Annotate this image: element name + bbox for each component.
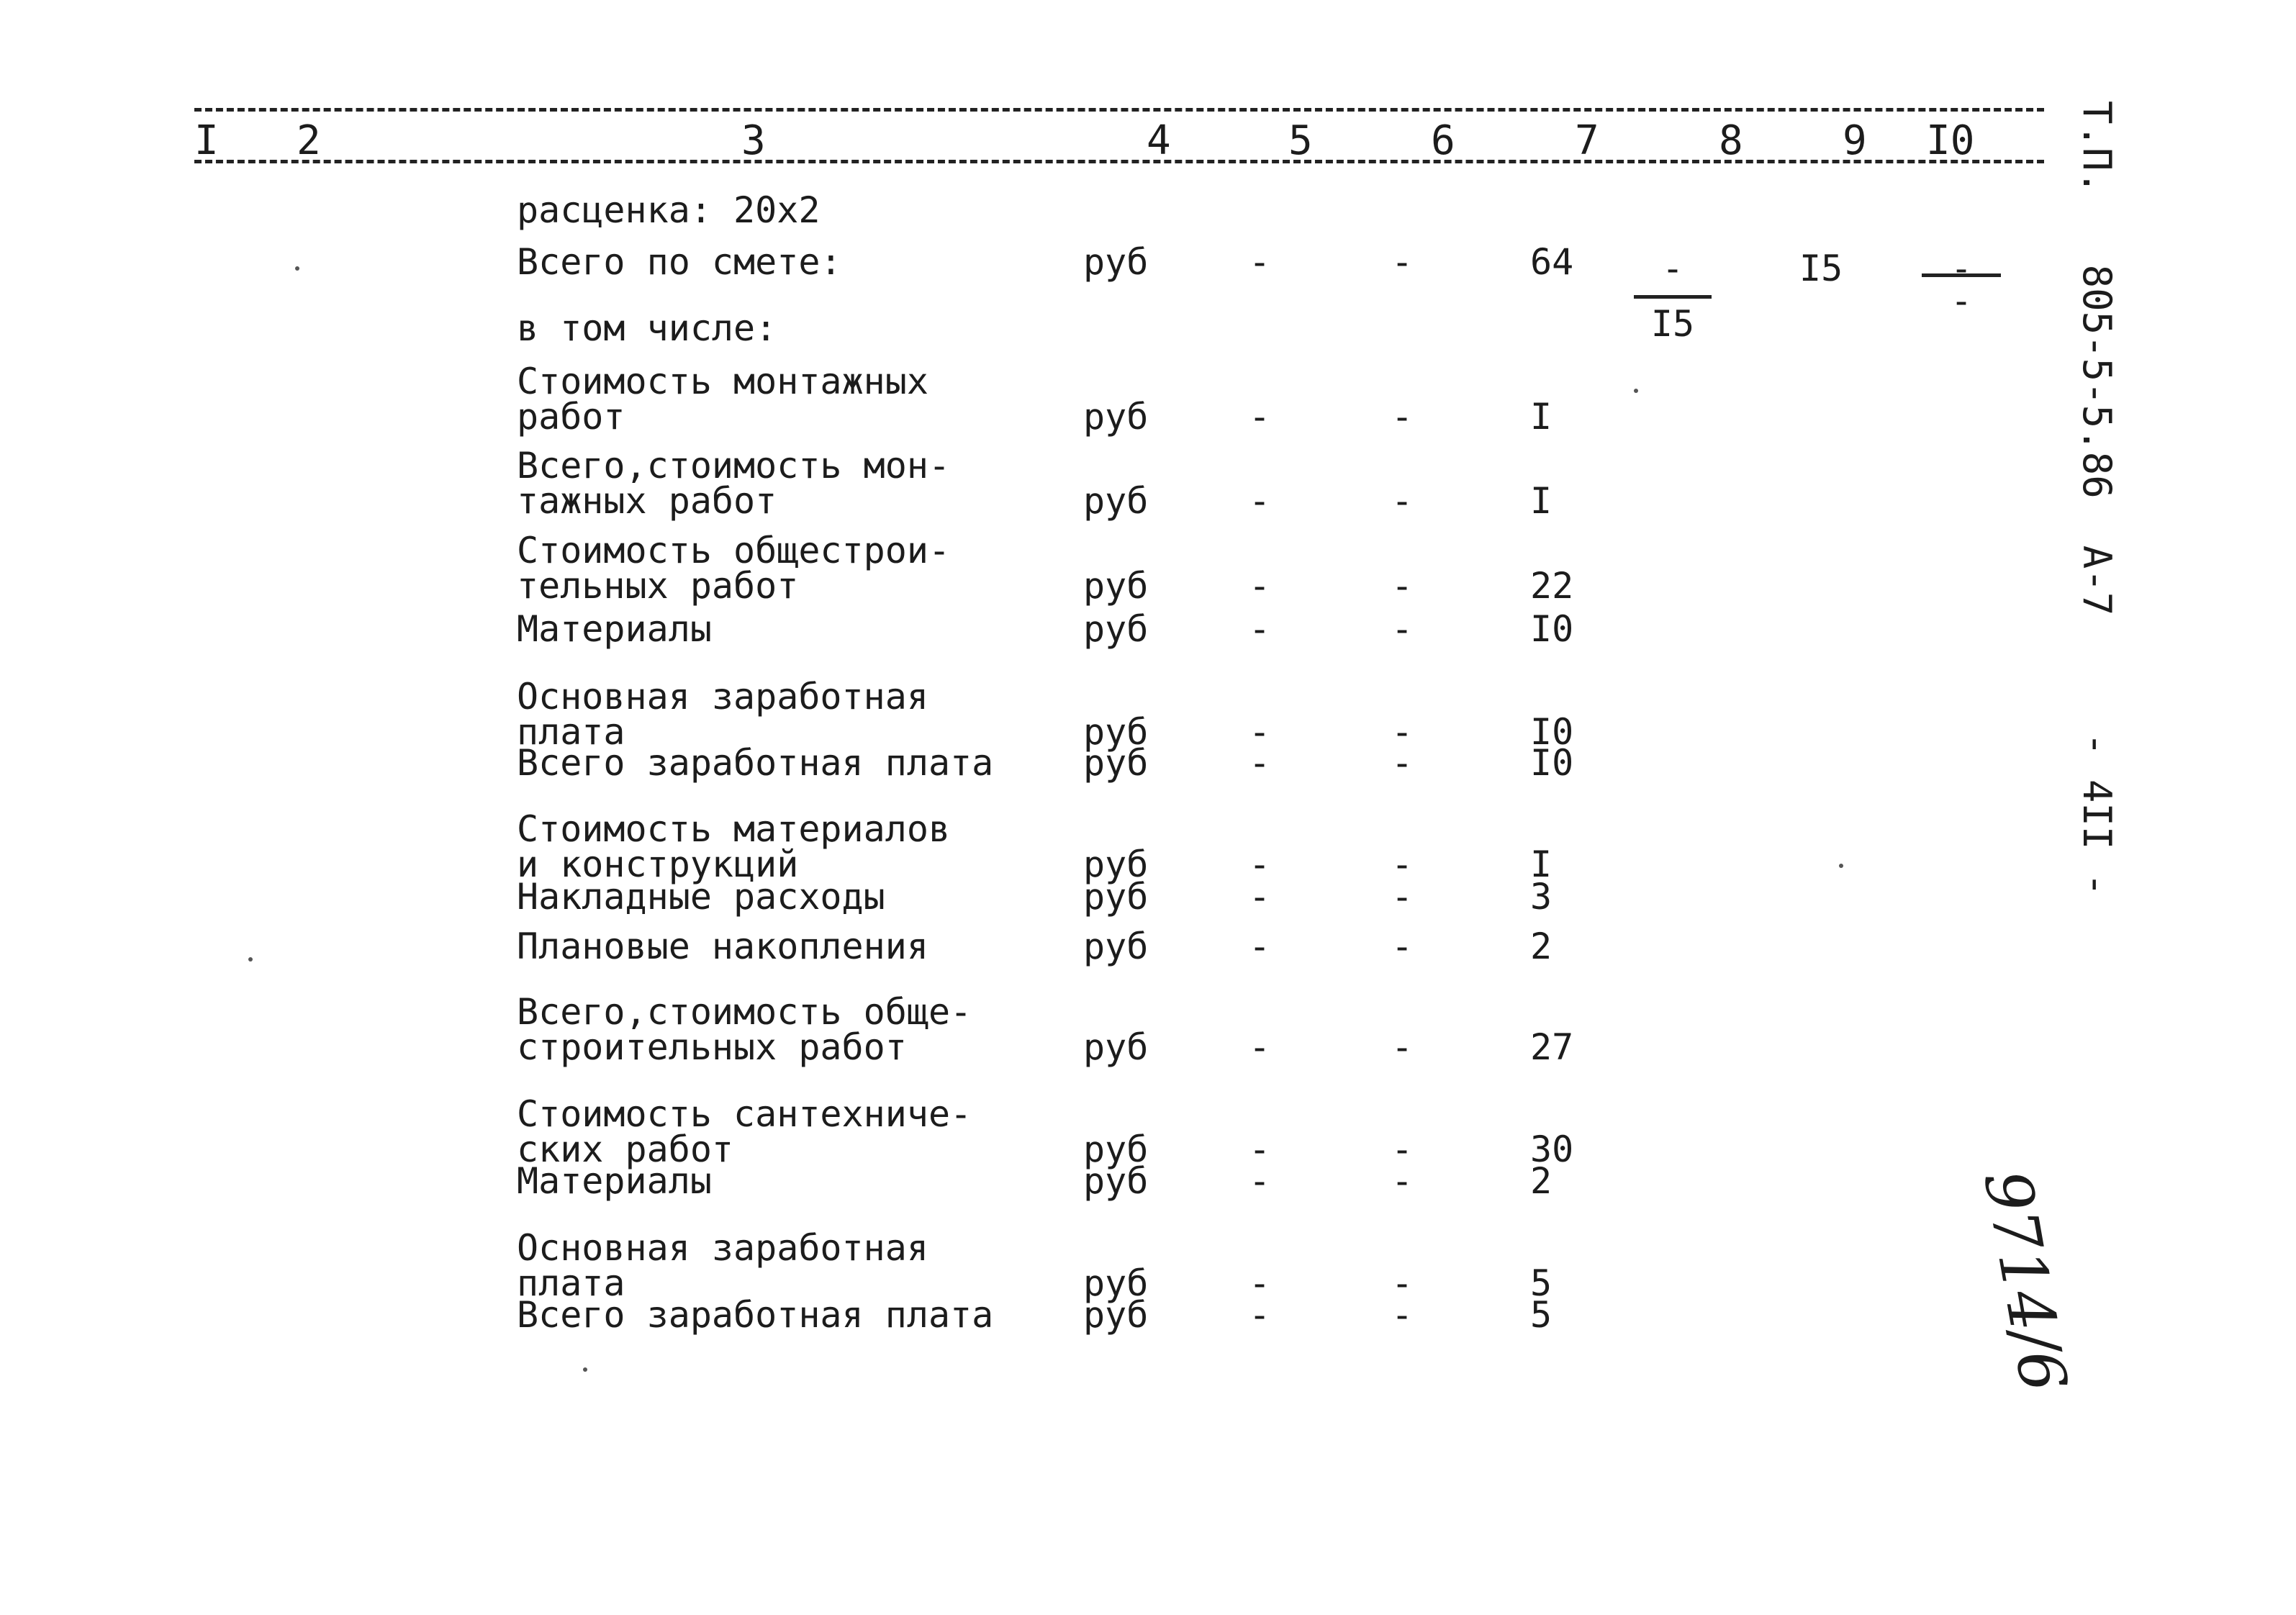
row-col7: I0 [1530, 742, 1574, 784]
row-col5: - [1249, 608, 1271, 650]
row-name [517, 530, 951, 607]
fraction-top: - [1661, 248, 1684, 289]
row-col5: - [1249, 926, 1271, 967]
column-header-1: I [194, 117, 219, 164]
row-col6: - [1391, 1262, 1414, 1304]
fraction-bottom: I5 [1650, 303, 1695, 345]
row-col5: - [1249, 876, 1271, 918]
column-header-7: 7 [1575, 117, 1599, 164]
column-header-2: 2 [297, 117, 321, 164]
row-unit: руб [1083, 480, 1149, 522]
scan-speck [1839, 864, 1843, 868]
row-name-line: Стоимость монтажных [517, 361, 928, 402]
row-name [517, 1093, 972, 1170]
side-document-code: Т.П. 805-5-5.86 А-7 - 4II - [2074, 101, 2120, 897]
row-name-line: плата [517, 711, 625, 753]
row-name [517, 676, 928, 753]
row-col6: - [1391, 608, 1414, 650]
row-col7: 2 [1530, 926, 1552, 967]
row-unit: руб [1083, 926, 1149, 967]
row-col5: - [1249, 1294, 1271, 1336]
row-col7: I0 [1530, 608, 1574, 650]
total-col9: I5 [1799, 248, 1843, 289]
fraction-top: - [1950, 248, 1973, 289]
scan-speck [583, 1367, 587, 1372]
row-unit: руб [1083, 396, 1149, 438]
row-name-line: Всего,стоимость мон- [517, 445, 951, 487]
column-header-6: 6 [1431, 117, 1455, 164]
row-unit: руб [1083, 1160, 1149, 1202]
column-header-8: 8 [1719, 117, 1743, 164]
row-col7: 22 [1530, 565, 1574, 607]
row-name [517, 808, 951, 885]
row-col6: - [1391, 1294, 1414, 1336]
row-col6: - [1391, 876, 1414, 918]
row-name-line: Основная заработная [517, 1227, 928, 1269]
row-col6: - [1391, 1128, 1414, 1170]
row-col6: - [1391, 926, 1414, 967]
row-col5: - [1249, 1160, 1271, 1202]
row-col6: - [1391, 480, 1414, 522]
row-col5: - [1249, 711, 1271, 753]
row-name-line: Стоимость материалов [517, 808, 951, 850]
row-col7: 5 [1530, 1294, 1552, 1336]
row-col7: I0 [1530, 711, 1574, 753]
row-name [517, 1160, 712, 1202]
row-col5: - [1249, 396, 1271, 438]
row-unit: руб [1083, 241, 1149, 283]
column-header-4: 4 [1147, 117, 1171, 164]
row-col6: - [1391, 843, 1414, 885]
row-col5: - [1249, 480, 1271, 522]
header-bottom-rule [194, 160, 2044, 163]
row-col6: - [1391, 396, 1414, 438]
fraction-bottom: - [1950, 280, 1973, 322]
row-name-line: Основная заработная [517, 676, 928, 718]
row-name [517, 926, 928, 967]
row-unit: руб [1083, 1262, 1149, 1304]
row-col5: - [1249, 241, 1271, 283]
header-top-rule [194, 108, 2044, 112]
row-unit: руб [1083, 742, 1149, 784]
row-name-line: тельных работ [517, 565, 799, 607]
row-unit: руб [1083, 876, 1149, 918]
row-col7: 64 [1530, 241, 1574, 283]
row-name-line: ских работ [517, 1128, 734, 1170]
scan-speck [1634, 389, 1638, 393]
row-name-line: Всего заработная плата [517, 1294, 994, 1336]
row-col5: - [1249, 1026, 1271, 1068]
row-col7: 2 [1530, 1160, 1552, 1202]
row-unit: руб [1083, 1128, 1149, 1170]
row-name-line: Материалы [517, 608, 712, 650]
row-unit: руб [1083, 608, 1149, 650]
row-name-line: плата [517, 1262, 625, 1304]
row-col7: I [1530, 396, 1552, 438]
row-col5: - [1249, 742, 1271, 784]
row-name-line: Стоимость общестрои- [517, 530, 951, 571]
total-col8-fraction [1634, 248, 1712, 345]
column-header-3: 3 [741, 117, 766, 164]
row-name-line: Стоимость сантехниче- [517, 1093, 972, 1135]
row-col7: 27 [1530, 1026, 1574, 1068]
rate-line: расценка: 20x2 [517, 189, 821, 231]
row-name [517, 1294, 994, 1336]
row-name [517, 361, 928, 438]
row-name [517, 608, 712, 650]
row-col5: - [1249, 1128, 1271, 1170]
row-name-line: работ [517, 396, 625, 438]
row-col5: - [1249, 1262, 1271, 1304]
row-name [517, 742, 994, 784]
row-name-line: строительных работ [517, 1026, 907, 1068]
row-unit: руб [1083, 711, 1149, 753]
row-name: Всего по смете: [517, 241, 842, 283]
scan-speck [248, 957, 253, 962]
handwritten-number: 9714/6 [1969, 1164, 2082, 1398]
scan-speck [295, 266, 299, 271]
row-col7: 5 [1530, 1262, 1552, 1304]
row-name [517, 1227, 928, 1304]
row-col6: - [1391, 711, 1414, 753]
row-name-line: и конструкций [517, 843, 799, 885]
including-line: в том числе: [517, 307, 777, 349]
row-col7: 30 [1530, 1128, 1574, 1170]
row-name [517, 991, 972, 1068]
row-col7: I [1530, 480, 1552, 522]
row-col5: - [1249, 843, 1271, 885]
row-name-line: Материалы [517, 1160, 712, 1202]
row-col5: - [1249, 565, 1271, 607]
column-header-9: 9 [1843, 117, 1867, 164]
row-col7: I [1530, 843, 1552, 885]
total-col10-fraction [1922, 248, 2001, 322]
column-header-5: 5 [1288, 117, 1313, 164]
row-unit: руб [1083, 565, 1149, 607]
row-col6: - [1391, 1026, 1414, 1068]
row-unit: руб [1083, 1026, 1149, 1068]
column-header-10: I0 [1926, 117, 1975, 164]
row-name [517, 445, 951, 522]
row-name-line: Всего заработная плата [517, 742, 994, 784]
row-unit: руб [1083, 1294, 1149, 1336]
row-col6: - [1391, 742, 1414, 784]
row-col6: - [1391, 1160, 1414, 1202]
fraction-bar [1634, 295, 1712, 299]
row-name-line: Плановые накопления [517, 926, 928, 967]
row-name-line: Всего,стоимость обще- [517, 991, 972, 1033]
row-unit: руб [1083, 843, 1149, 885]
row-name-line: тажных работ [517, 480, 777, 522]
row-name [517, 876, 885, 918]
row-col7: 3 [1530, 876, 1552, 918]
row-name-line: Накладные расходы [517, 876, 885, 918]
row-col6: - [1391, 241, 1414, 283]
row-col6: - [1391, 565, 1414, 607]
